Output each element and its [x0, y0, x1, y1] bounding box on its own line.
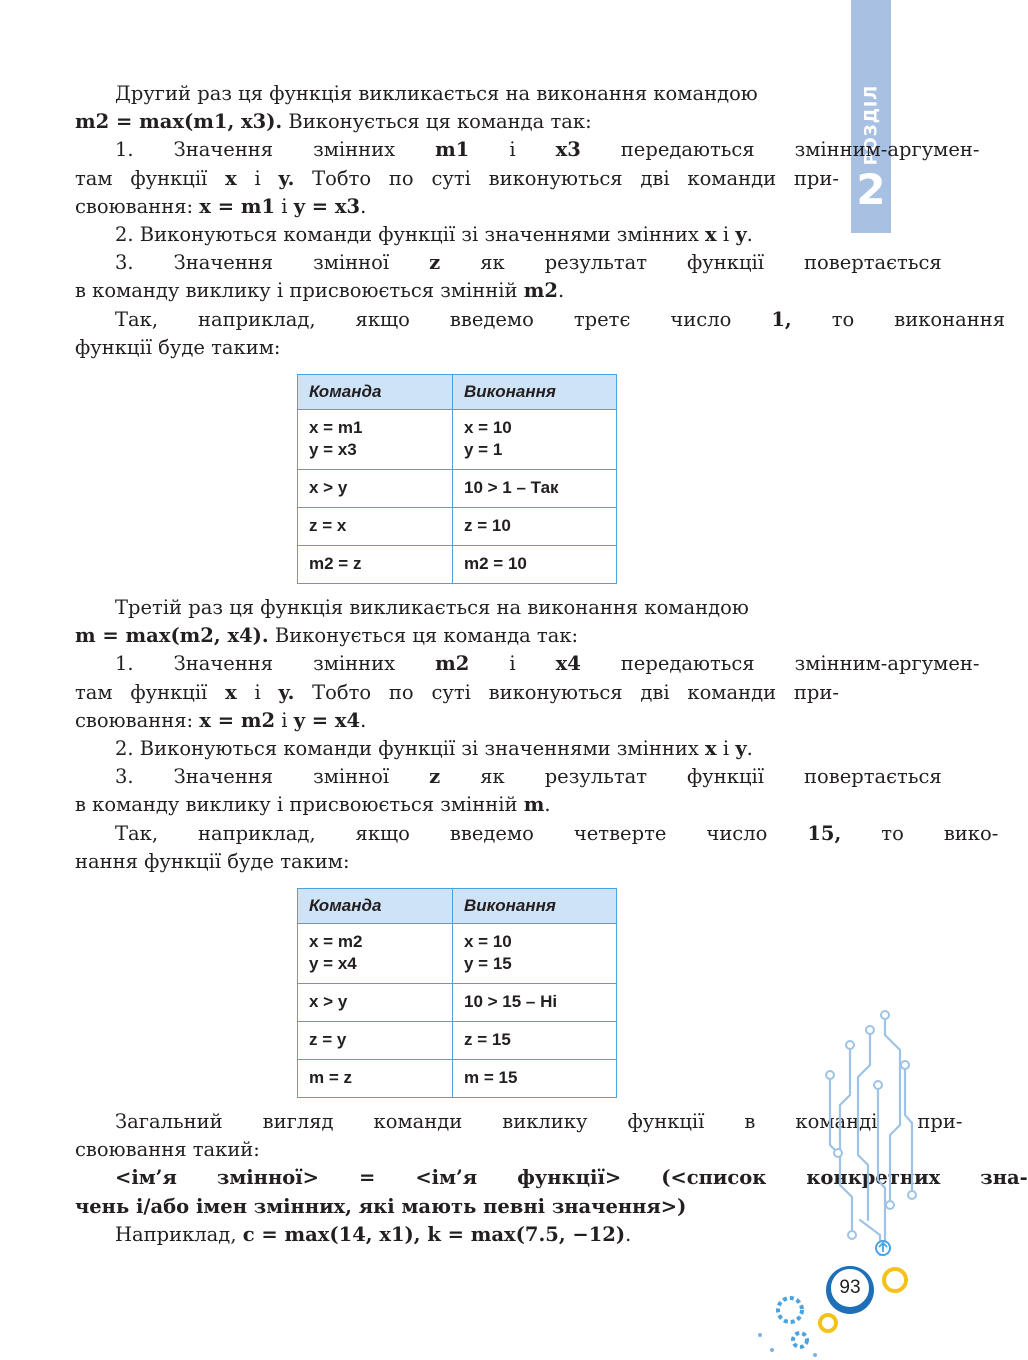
- paragraph-12: [75, 1164, 1028, 1220]
- paragraph-10-line-1: Так, наприклад, якщо введемо четверте число 15, то вико-: [115, 821, 999, 845]
- table-cell-execution: m2 = 10: [453, 546, 617, 584]
- paragraph-7-line-3: своювання: x = m2 і y = x4.: [75, 708, 367, 732]
- page-number: 93: [828, 1266, 872, 1310]
- table-cell-execution: m = 15: [453, 1060, 617, 1098]
- paragraph-11-line-2: своювання такий:: [75, 1138, 260, 1162]
- table-row: [298, 470, 617, 508]
- paragraph-4: [75, 249, 942, 305]
- paragraph-10: [75, 820, 999, 876]
- table-cell-execution: 10 > 1 – Так: [453, 470, 617, 508]
- chapter-number: 2: [856, 165, 886, 214]
- paragraph-10-line-2: нання функції буде таким:: [75, 849, 350, 873]
- paragraph-7: [75, 650, 980, 735]
- paragraph-2-line-2: там функції x і y. Тобто по суті виконуються дві команди при-: [75, 166, 839, 190]
- paragraph-3: 2. Виконуються команди функції зі значеннями змінних x і y.: [115, 223, 753, 247]
- table-cell-execution: z = 15: [453, 1022, 617, 1060]
- paragraph-13: Наприклад, c = max(14, x1), k = max(7.5, −12).: [115, 1222, 632, 1246]
- table-row: [298, 410, 617, 470]
- paragraph-12-line-2: чень і/або імен змінних, які мають певні значення>): [75, 1194, 687, 1218]
- paragraph-6: Третій раз ця функція викликається на виконання командою m = max(m2, x4). Виконується ця команда так:: [75, 596, 749, 648]
- paragraph-5-line-1: Так, наприклад, якщо введемо третє число 1, то виконання: [115, 307, 1006, 331]
- table-header-row: [298, 375, 617, 410]
- table-header-command: Команда: [298, 375, 453, 410]
- paragraph-9-line-2: в команду виклику і присвоюється змінній m.: [75, 793, 551, 817]
- paragraph-7-line-1: 1. Значення змінних m2 і x4 передаються змінним-аргумен-: [115, 652, 980, 676]
- execution-table-1: [297, 374, 617, 584]
- paragraph-1: Другий раз ця функція викликається на виконання командою m2 = max(m1, x3). Виконується ця команда так:: [75, 82, 758, 134]
- table-row: [298, 1022, 617, 1060]
- table-cell-command: m = z: [298, 1060, 453, 1098]
- table-cell-execution: x = 10 y = 1: [453, 410, 617, 470]
- paragraph-11: [75, 1108, 963, 1164]
- paragraph-8: 2. Виконуються команди функції зі значеннями змінних x і y.: [115, 737, 753, 761]
- paragraph-7-line-2: там функції x і y. Тобто по суті виконуються дві команди при-: [75, 680, 839, 704]
- paragraph-2-line-3: своювання: x = m1 і y = x3.: [75, 194, 367, 218]
- table-header-command: Команда: [298, 889, 453, 924]
- table-cell-command: m2 = z: [298, 546, 453, 584]
- paragraph-4-line-1: 3. Значення змінної z як результат функції повертається: [115, 251, 942, 275]
- table-cell-command: x = m1 y = x3: [298, 410, 453, 470]
- paragraph-9: [75, 763, 942, 819]
- table-row: [298, 508, 617, 546]
- paragraph-2: [75, 136, 980, 221]
- chapter-label: РОЗДІЛ: [861, 84, 882, 166]
- table-row: [298, 924, 617, 984]
- table-cell-execution: z = 10: [453, 508, 617, 546]
- paragraph-2-line-1: 1. Значення змінних m1 і x3 передаються змінним-аргумен-: [115, 138, 980, 162]
- execution-table-2: [297, 888, 617, 1098]
- table-cell-command: x > y: [298, 470, 453, 508]
- table-row: [298, 984, 617, 1022]
- paragraph-5-line-2: функції буде таким:: [75, 335, 281, 359]
- table-cell-execution: 10 > 15 – Ні: [453, 984, 617, 1022]
- paragraph-9-line-1: 3. Значення змінної z як результат функції повертається: [115, 765, 942, 789]
- circuit-gears-decoration-icon: [740, 1005, 918, 1360]
- paragraph-12-line-1: <ім’я змінної> = <ім’я функції> (<список конкретних зна-: [115, 1166, 1028, 1190]
- table-row: [298, 546, 617, 584]
- table-cell-command: x > y: [298, 984, 453, 1022]
- table-cell-command: z = x: [298, 508, 453, 546]
- table-row: [298, 1060, 617, 1098]
- table-header-row: [298, 889, 617, 924]
- paragraph-11-line-1: Загальний вигляд команди виклику функції в команді при-: [115, 1110, 963, 1134]
- table-cell-command: z = y: [298, 1022, 453, 1060]
- table-cell-execution: x = 10 y = 15: [453, 924, 617, 984]
- paragraph-5: [75, 306, 1006, 362]
- table-header-execution: Виконання: [453, 889, 617, 924]
- table-header-execution: Виконання: [453, 375, 617, 410]
- paragraph-4-line-2: в команду виклику і присвоюється змінній m2.: [75, 279, 565, 303]
- table-cell-command: x = m2 y = x4: [298, 924, 453, 984]
